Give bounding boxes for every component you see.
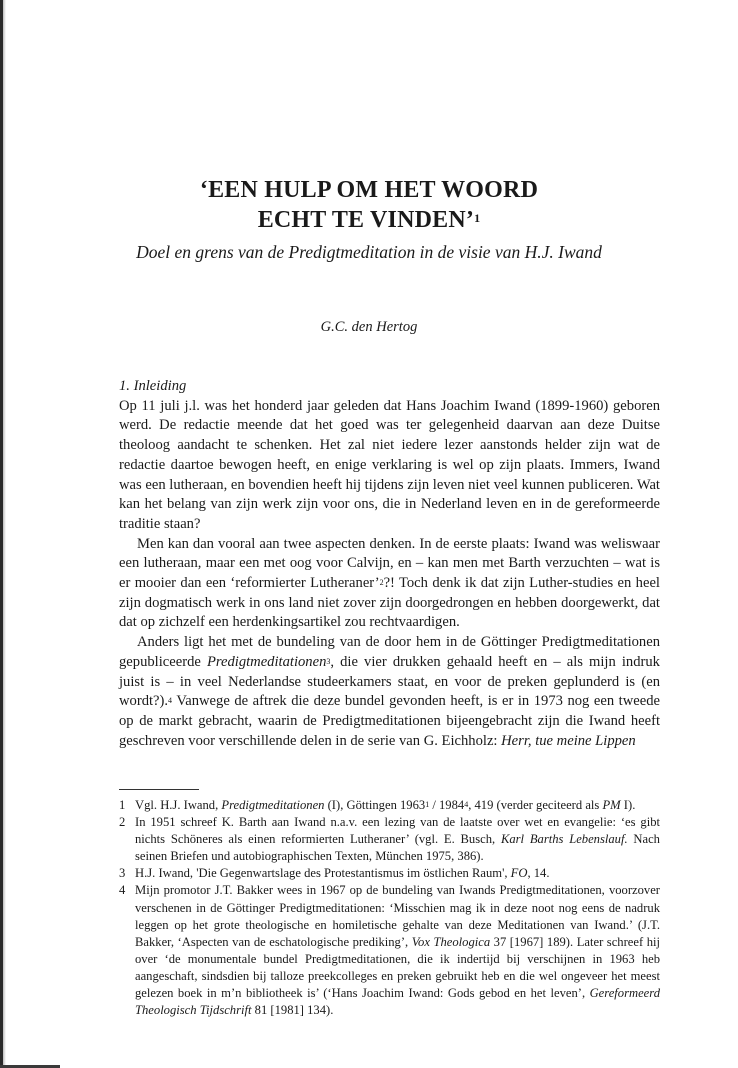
footnote-1-edition-4: 4	[464, 800, 469, 809]
section-heading: 1. Inleiding	[119, 378, 187, 394]
footnote-text	[135, 814, 660, 865]
footnote-1-italic-title: Predigtmeditationen	[221, 798, 325, 812]
footnote-number: 2	[119, 815, 126, 830]
paragraph-3-text-a: Anders ligt het met de bundeling van de door hem in de Göttinger Predigtmeditationen gepubliceerde	[119, 634, 660, 670]
paragraph-3-italic-series: Herr, tue meine Lippen	[501, 732, 636, 749]
footnote-text	[135, 865, 660, 882]
footnote-text	[135, 797, 660, 814]
title-line-1: ‘EEN HULP OM HET WOORD	[199, 177, 539, 203]
footnote-1-text-c: / 1984	[429, 798, 465, 812]
title-line-2-text: ECHT TE VINDEN’	[257, 207, 475, 233]
paragraph-2	[119, 535, 660, 634]
footnote-ref-3[interactable]: 3	[326, 656, 331, 666]
footnote-4-text-c: 81 [1981] 134).	[251, 1003, 334, 1018]
scan-bottom-edge	[0, 1038, 60, 1068]
paragraph-2-text-a: Men kan dan vooral aan twee aspecten denken. In de eerste plaats: Iwand was weliswaar een lutheraan, maar een met oog voor Calvijn, en – kan men met Barth verzuchten – wat is er mooier dan een ‘reformierter Lutheraner’	[119, 535, 660, 592]
footnote-number: 4	[119, 883, 126, 898]
footnote-1-text-e: I).	[620, 798, 636, 812]
footnote-2-text-b: Nach seinen Briefen und autobiographischen Texten, München 1975, 386).	[135, 832, 660, 864]
footnote-ref-2[interactable]: 2	[379, 578, 384, 588]
footnote-1-italic-abbrev: PM	[602, 798, 621, 812]
footnote-3-text-b: , 14.	[527, 866, 550, 881]
footnote-3-italic-abbrev: FO	[510, 866, 528, 881]
paragraph-1: Op 11 juli j.l. was het honderd jaar geleden dat Hans Joachim Iwand (1899-1960) geboren werd. De redactie meende dat het goed was ter gelegenheid daarvan aan deze Duitse theoloog aandacht te schenken. Het zal niet iedere lezer aanstonds helder zijn wat de redactie daartoe bewogen heeft, en enige verklaring is wel op zijn plaats. Immers, Iwand was een lutheraan, en bovendien heeft hij tijdens zijn leven niet veel kunnen publiceren. Wat kan het belang van zijn werk zijn voor ons, die in Nederland leven en in de gereformeerde traditie staan?	[119, 397, 660, 532]
footnote-1-text-b: (I), Göttingen 1963	[324, 798, 426, 812]
footnote-ref-4[interactable]: 4	[168, 696, 173, 706]
footnote-1-text-a: Vgl. H.J. Iwand,	[135, 798, 222, 812]
footnote-1-text-d: , 419 (verder geciteerd als	[468, 798, 603, 812]
article-author: G.C. den Hertog	[320, 319, 418, 335]
paragraph-2-text-b: ?! Toch denk ik dat zijn Luther-studies en heel zijn dogmatisch werk in ons land niet zover zijn doorgedrongen en hebben doorgewerkt, dat dat op zichzelf een herdenkingsartikel zou rechtvaardigen.	[119, 575, 660, 631]
paragraph-3	[119, 633, 660, 751]
footnote-4-italic-journal-2: Gereformeerd Theologisch Tijdschrift	[135, 986, 660, 1018]
paragraph-3-text-b: , die vier drukken gehaald heeft en – als mijn indruk juist is – in veel Nederlandse studeerkamers staat, en voor de preken geplunderd is (en wordt?).	[119, 653, 660, 710]
article-title	[0, 175, 738, 235]
footnote-number: 3	[119, 866, 126, 881]
paragraph-3-text-c: Vanwege de aftrek die deze bundel gevonden heeft, is er in 1973 nog een tweede op de markt gebracht, waarin de Predigtmeditationen bijeengebracht zijn die Iwand heeft geschreven voor verschillende delen in de serie van G. Eichholz:	[119, 693, 660, 749]
footnote-4-text-b: 37 [1967] 189). Later schreef hij over ‘de monumentale bundel Predigtmeditationen, die ik indertijd bij verschijnen in 1963 heb aangeschaft, sindsdien bij talloze preekcolleges en preken gebruikt heb en die wel ongeveer het meest gelezen boek in m’n bibliotheek is’ (‘Hans Joachim Iwand: Gods gebod en het leven’,	[135, 934, 660, 1001]
footnote-number: 1	[119, 798, 126, 812]
scan-left-edge	[0, 0, 6, 1068]
title-footnote-ref[interactable]: 1	[474, 211, 481, 225]
footnote-2-text-a: In 1951 schreef K. Barth aan Iwand n.a.v. een lezing van de laatste over wet en evangelie: ‘es gibt nichts Schöneres als einen reformierten Lutheraner’ (vgl. E. Busch,	[135, 815, 660, 847]
footnotes	[119, 797, 660, 1019]
footnote-3-text-a: H.J. Iwand, 'Die Gegenwartslage des Protestantismus im östlichen Raum',	[135, 866, 511, 881]
footnote-1	[119, 797, 660, 814]
footnote-4-italic-journal: Vox Theologica	[411, 934, 491, 949]
footnote-2	[119, 814, 660, 865]
title-line-2	[0, 205, 738, 235]
article-subtitle: Doel en grens van de Predigtmeditation in de visie van H.J. Iwand	[136, 242, 602, 262]
footnote-3	[119, 865, 660, 882]
footnote-4-text-a: Mijn promotor J.T. Bakker wees in 1967 op de bundeling van Iwands Predigtmeditationen, voorzover verschenen in de Göttinger Predigtmeditationen: ‘Misschien mag ik in deze noot nog eens de nadruk leggen op het grote theologische en homiletische gehalte van deze Meditationen van Iwand.’ (J.T. Bakker, ‘Aspecten van de eschatologische prediking’,	[135, 883, 660, 949]
footnote-text	[135, 882, 660, 1019]
footnote-2-italic-title: Karl Barths Lebenslauf.	[500, 832, 628, 847]
paragraph-3-italic-title: Predigtmeditationen	[206, 653, 327, 670]
article-body	[119, 377, 660, 751]
footnote-1-edition-1: 1	[425, 800, 430, 809]
footnote-4	[119, 882, 660, 1019]
footnote-divider	[119, 789, 199, 790]
